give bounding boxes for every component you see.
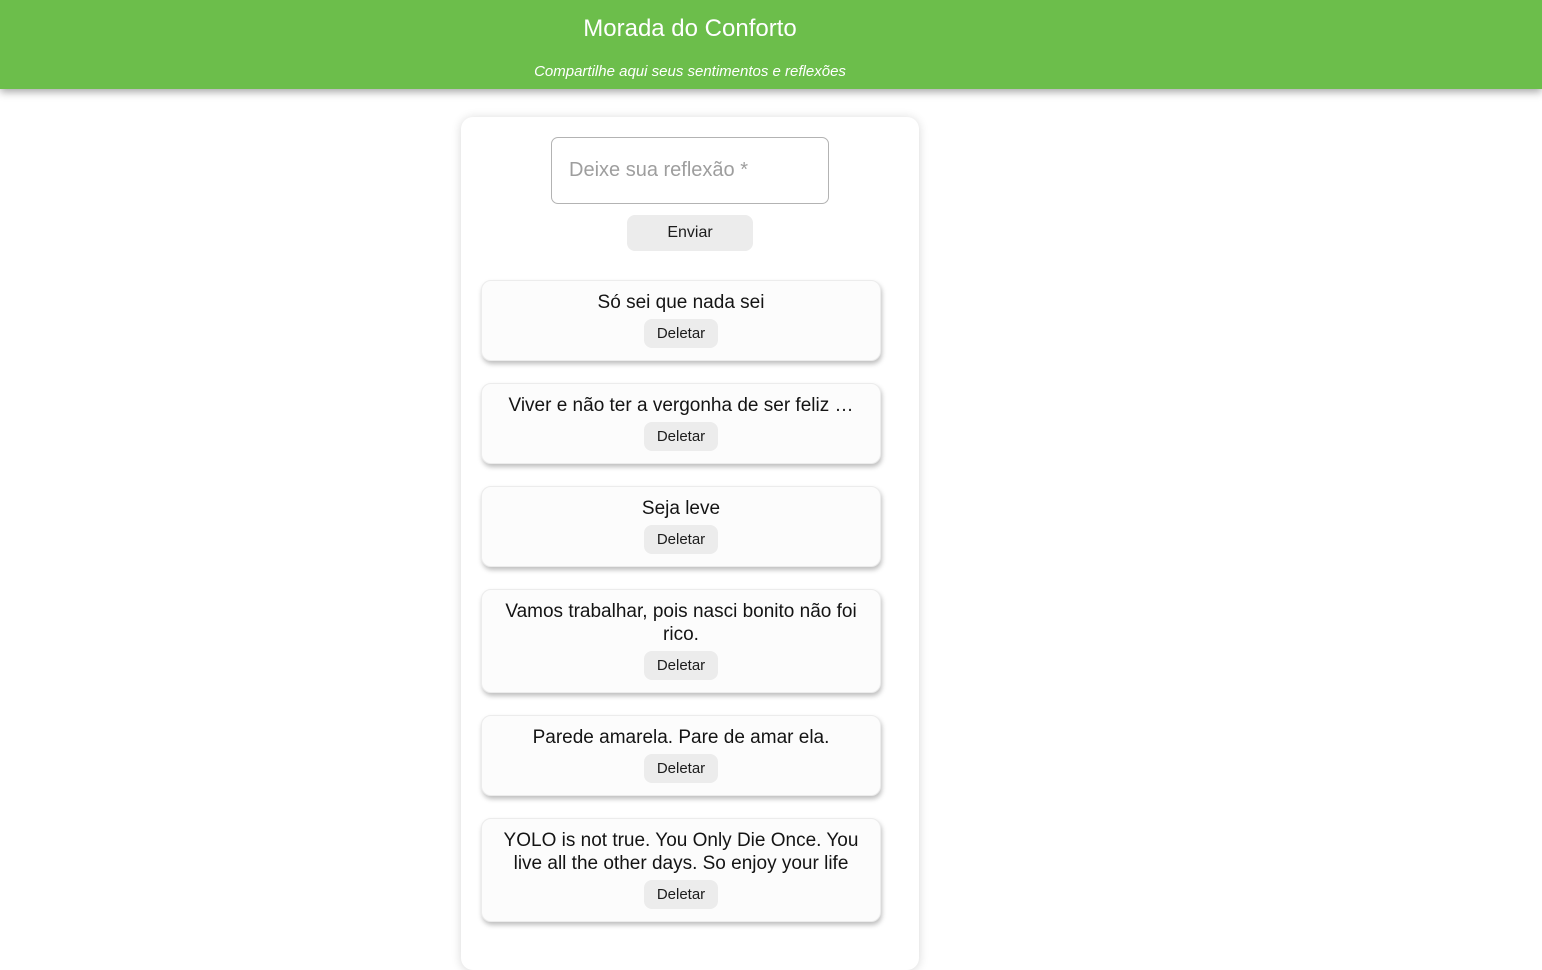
delete-button[interactable]: Deletar xyxy=(644,880,718,909)
page-title: Morada do Conforto xyxy=(583,15,797,42)
submit-button[interactable]: Enviar xyxy=(627,215,753,251)
reflection-card xyxy=(481,818,881,922)
reflection-card xyxy=(481,589,881,693)
reflection-text: YOLO is not true. You Only Die Once. You live all the other days. So enjoy your life xyxy=(503,830,859,874)
delete-button[interactable]: Deletar xyxy=(644,754,718,783)
reflection-card xyxy=(481,715,881,796)
reflection-input[interactable] xyxy=(551,137,829,204)
reflection-card xyxy=(481,486,881,567)
reflection-list xyxy=(461,280,919,922)
reflection-card xyxy=(481,383,881,464)
reflection-text: Só sei que nada sei xyxy=(597,292,765,313)
delete-button[interactable]: Deletar xyxy=(644,422,718,451)
page-subtitle: Compartilhe aqui seus sentimentos e reflexões xyxy=(534,63,846,80)
delete-button[interactable]: Deletar xyxy=(644,651,718,680)
main-card xyxy=(461,117,919,970)
reflection-text: Viver e não ter a vergonha de ser feliz … xyxy=(508,395,854,416)
submit-row xyxy=(461,215,919,251)
reflection-text: Seja leve xyxy=(641,498,721,519)
header-banner xyxy=(0,0,1542,89)
header-inner xyxy=(0,0,1380,80)
reflection-card xyxy=(481,280,881,361)
reflection-text: Vamos trabalhar, pois nasci bonito não foi rico. xyxy=(505,601,857,645)
app-content xyxy=(0,117,1380,970)
reflection-text: Parede amarela. Pare de amar ela. xyxy=(532,727,830,748)
delete-button[interactable]: Deletar xyxy=(644,525,718,554)
delete-button[interactable]: Deletar xyxy=(644,319,718,348)
input-row xyxy=(461,137,919,204)
